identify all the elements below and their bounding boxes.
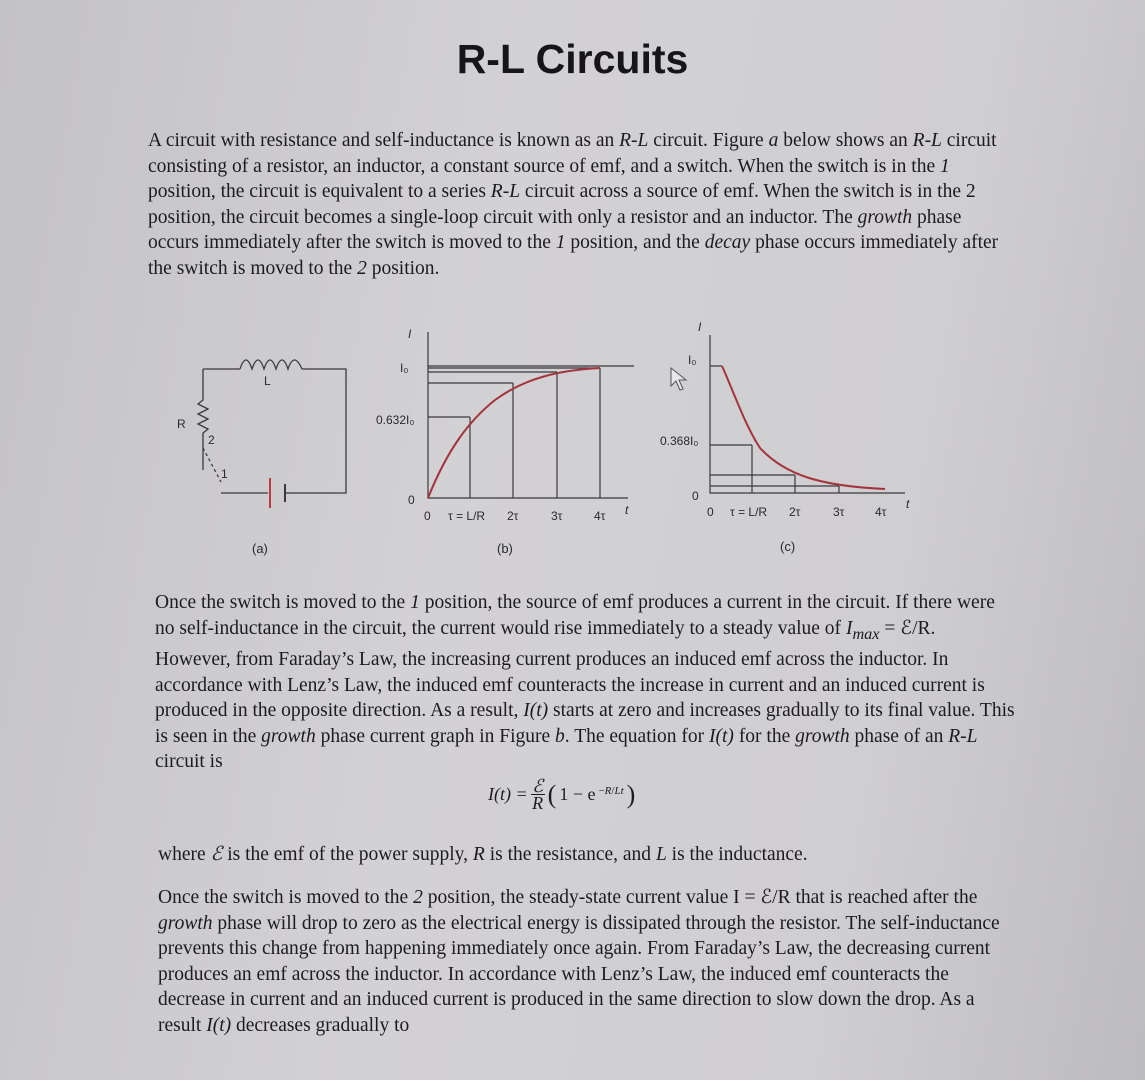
inductor-coil (240, 360, 302, 369)
growth-paragraph: Once the switch is moved to the 1 position, the source of emf produces a current in the circuit. If there were no self-inductance in the circuit, the current would rise immediately to a steady value of $I_{max}$ = ℰ/R. However, from Faraday’s Law, the increasing current produces an induced emf across the inductor. In accordance with Lenz’s Law, the induced emf counteracts the increase in current and an induced current is produced in the opposite direction. As a result, I(t) starts at zero and increases gradually to its final value. This is seen in the growth phase current graph in Figure b. The equation for I(t) for the growth phase of an R-L circuit is (155, 592, 1015, 773)
decay-y-axis-label: I (698, 320, 702, 334)
switch-pos1-label: 1 (221, 467, 228, 481)
growth-tick-tau: τ = L/R (448, 509, 486, 523)
decay-tick-I0: I₀ (688, 353, 697, 367)
where-paragraph: where ℰ is the emf of the power supply, R is the resistance, and L is the inductance. (158, 844, 808, 865)
decay-paragraph: Once the switch is moved to the 2 position, the steady-state current value I = ℰ/R that is reached after the growth phase will drop to zero as the electrical energy is dissipated through the resistor. The self-inductance prevents this change from happening immediately once again. From Faraday’s Law, the decreasing current produces an emf across the inductor. In accordance with Lenz’s Law, the induced emf counteracts the decrease in current and an induced current is produced in the same direction to slow down the drop. As a result I(t) decreases gradually to (158, 887, 1000, 1036)
growth-graph (428, 332, 634, 498)
decay-tick-2tau: 2τ (789, 505, 801, 519)
decay-graph (710, 335, 905, 493)
decay-curve (722, 366, 885, 489)
growth-equation: I(t) = $\frac{\text{ℰ}}{R}$ ( 1 − e $^{-R /Lt}$ ) (488, 776, 636, 813)
decay-tick-0368: 0.368I₀ (660, 434, 699, 448)
intro-paragraph: A circuit with resistance and self-inductance is known as an R-L circuit. Figure a below shows an R-L circuit consisting of a resistor, an inductor, a constant source of emf, and a switch. When the switch is in the 1 position, the circuit is equivalent to a series R-L circuit across a source of emf. When the switch is in the 2 position, the circuit becomes a single-loop circuit with only a resistor and an inductor. The growth phase occurs immediately after the switch is moved to the 1 position, and the decay phase occurs immediately after the switch is moved to the 2 position. (148, 130, 999, 279)
figure-a-caption: (a) (252, 541, 268, 556)
growth-tick-y0: 0 (408, 493, 415, 507)
figure-c-caption: (c) (780, 539, 796, 554)
resistor-label: R (177, 417, 186, 431)
emf-over-r-fraction: $\frac{\text{ℰ}}{R}$ (532, 776, 544, 813)
inductor-label: L (264, 374, 271, 388)
growth-axes (428, 332, 628, 498)
decay-x-axis-label: t (906, 497, 910, 511)
mouse-cursor-icon (671, 368, 686, 390)
growth-y-axis-label: I (408, 327, 412, 341)
decay-tick-3tau: 3τ (833, 505, 845, 519)
growth-tick-0632: 0.632I₀ (376, 413, 415, 427)
growth-tick-3tau: 3τ (551, 509, 563, 523)
decay-tick-4tau: 4τ (875, 505, 887, 519)
decay-tick-tau: τ = L/R (730, 505, 768, 519)
switch-blade (203, 448, 221, 482)
decay-axes (710, 335, 905, 493)
switch-pos2-label: 2 (208, 433, 215, 447)
growth-tick-4tau: 4τ (594, 509, 606, 523)
circuit-diagram (198, 360, 346, 508)
growth-tick-2tau: 2τ (507, 509, 519, 523)
decay-tick-y0: 0 (692, 489, 699, 503)
growth-tick-I0: I₀ (400, 361, 409, 375)
growth-x-axis-label: t (625, 503, 629, 517)
growth-tick-x0: 0 (424, 509, 431, 523)
growth-curve (428, 368, 600, 498)
figure-b-caption: (b) (497, 541, 513, 556)
decay-tick-x0: 0 (707, 505, 714, 519)
page-title: R-L Circuits (456, 36, 689, 82)
